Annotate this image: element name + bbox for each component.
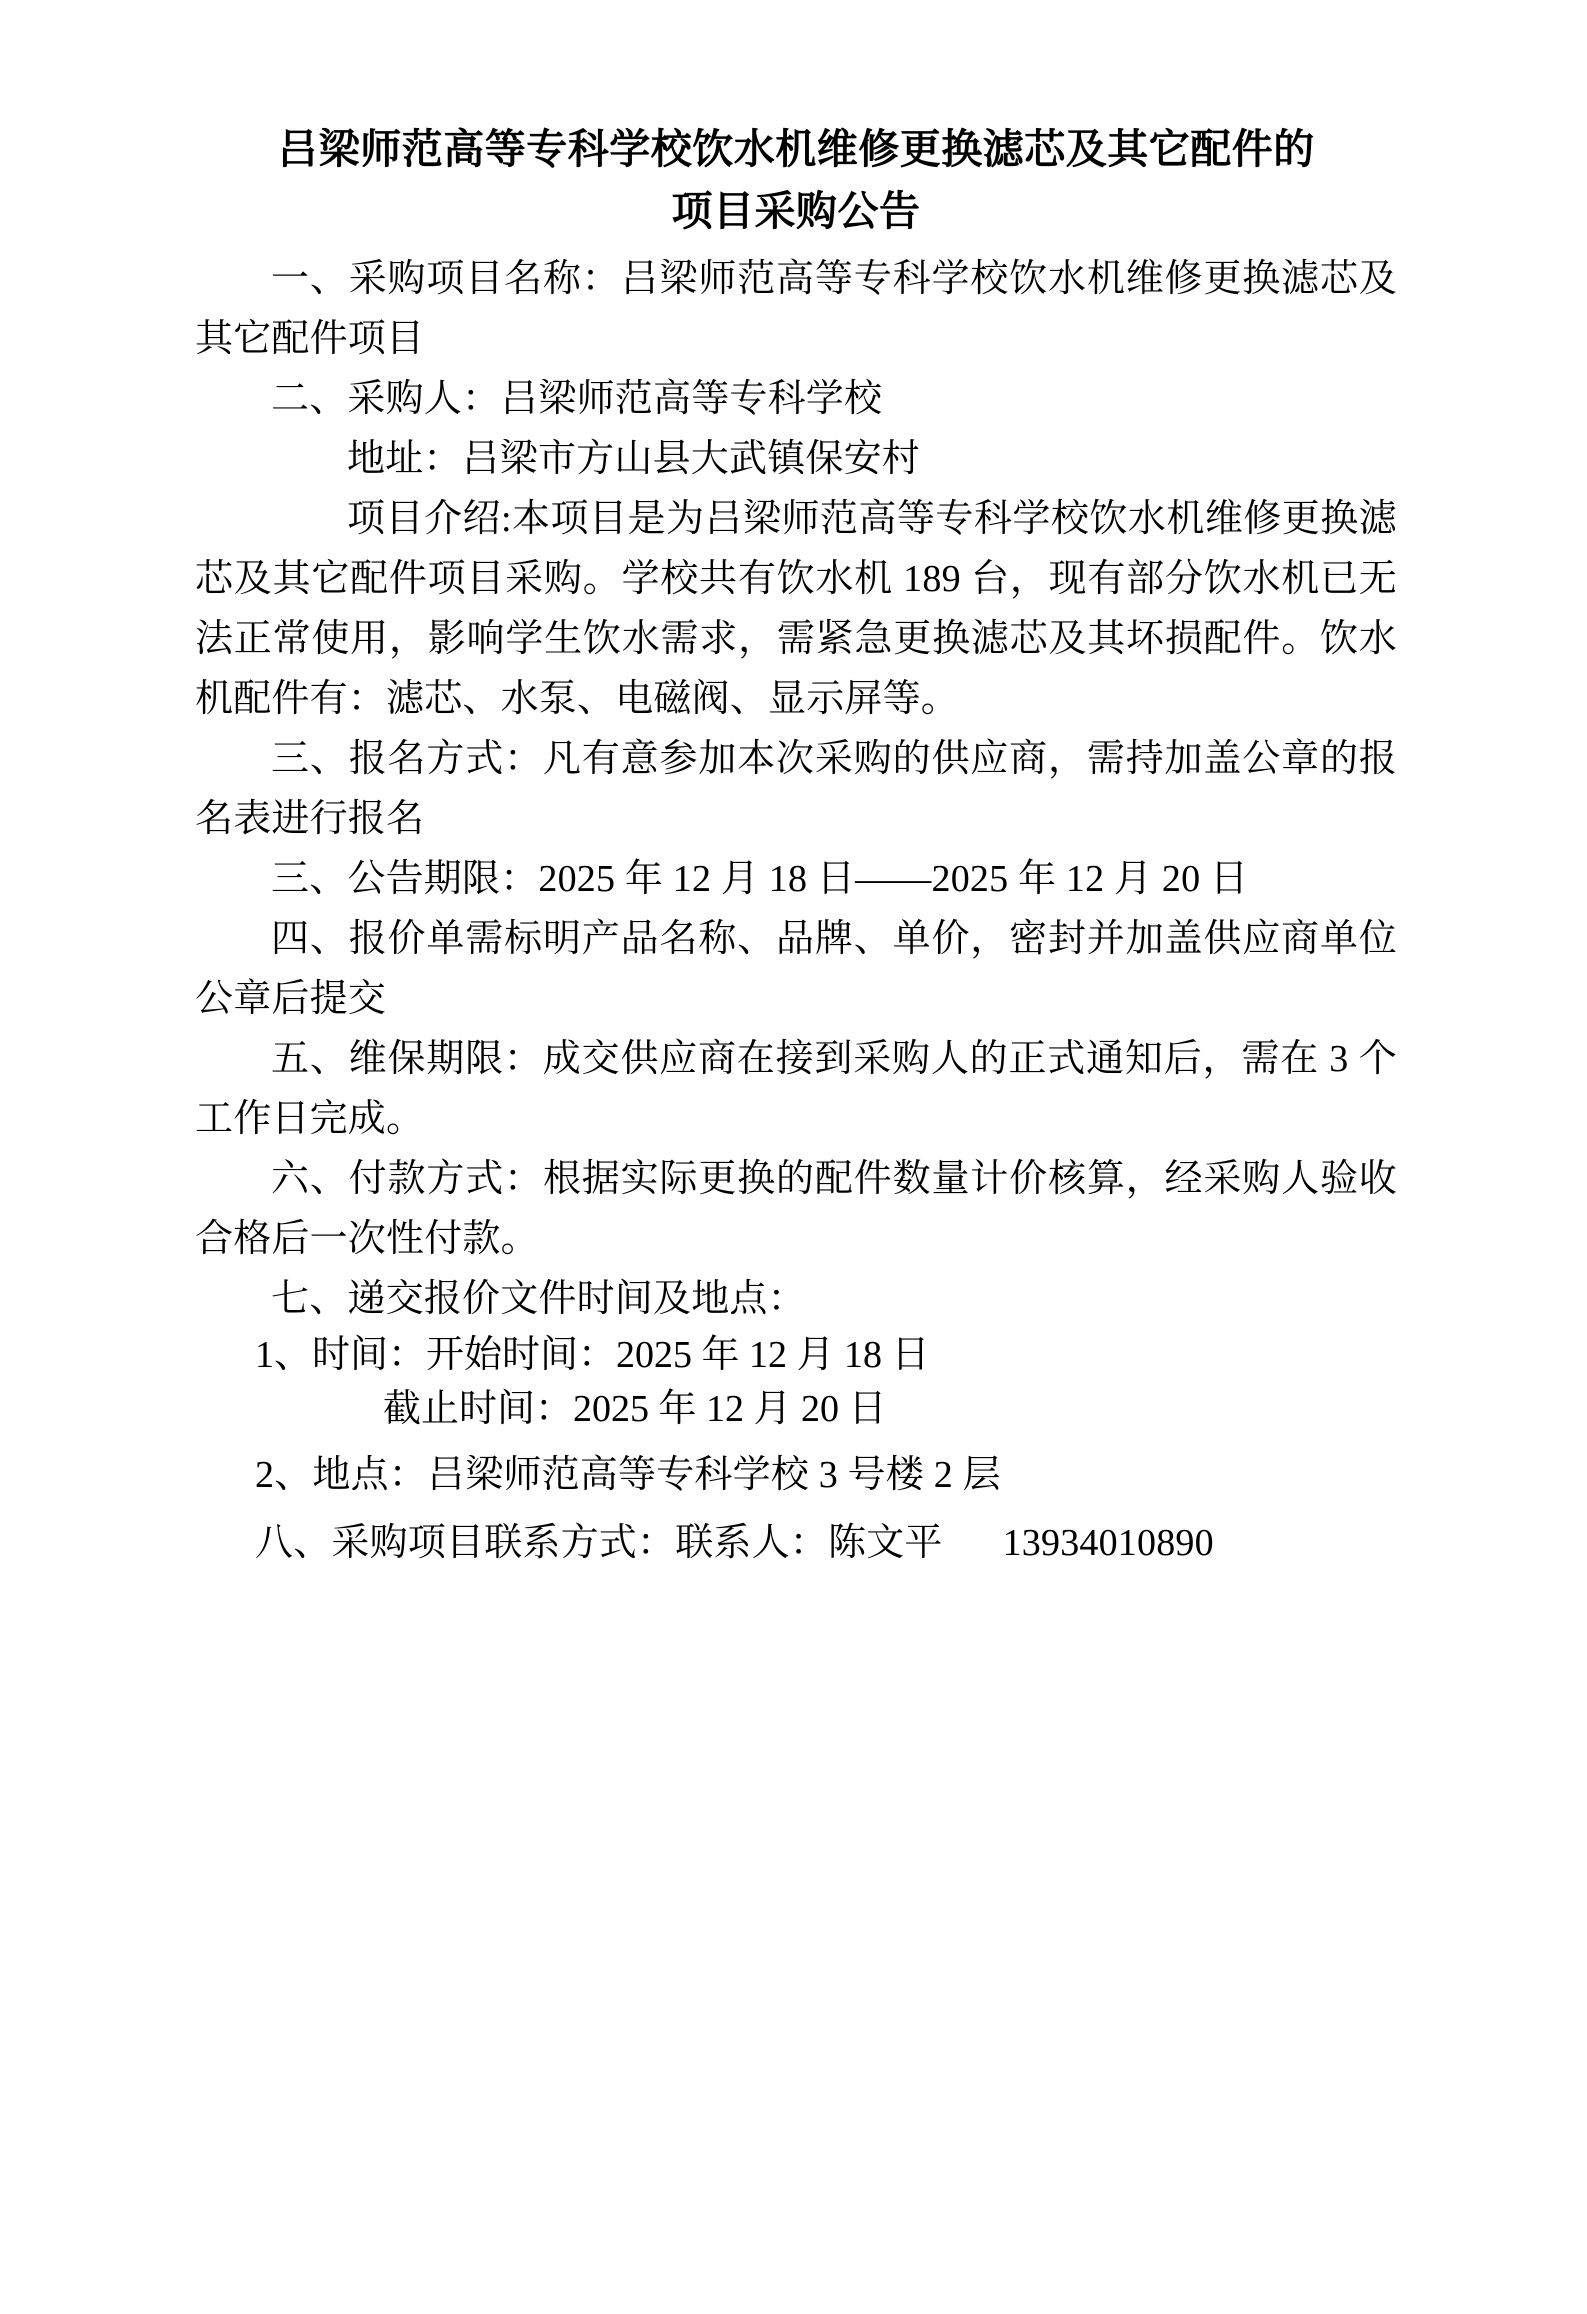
contact-info [195,1513,1397,1573]
section-announcement-period: 三、公告期限：2025 年 12 月 18 日——2025 年 12 月 20 日 [271,857,1249,900]
submission-start-time: 1、时间：开始时间：2025 年 12 月 18 日 [255,1334,930,1377]
section-purchaser: 二、采购人：吕梁师范高等专科学校 [271,377,883,420]
page-title [195,118,1397,243]
section-payment-method: 六、付款方式：根据实际更换的配件数量计价核算，经采购人验收合格后一次性付款。 [195,1158,1397,1261]
section-quotation-requirements: 四、报价单需标明产品名称、品牌、单价，密封并加盖供应商单位公章后提交 [195,917,1397,1020]
contact-person: 八、采购项目联系方式：联系人：陈文平 [255,1522,943,1565]
submission-location: 2、地点：吕梁师范高等专科学校 3 号楼 2 层 [255,1454,1001,1497]
contact-phone: 13934010890 [1002,1522,1214,1565]
section-address: 地址：吕梁市方山县大武镇保安村 [347,437,921,480]
page-title-line-2: 项目采购公告 [671,188,921,235]
section-warranty-period: 五、维保期限：成交供应商在接到采购人的正式通知后，需在 3 个工作日完成。 [195,1038,1397,1141]
section-project-name: 一、采购项目名称：吕梁师范高等专科学校饮水机维修更换滤芯及其它配件项目 [195,257,1397,360]
submission-end-time: 截止时间：2025 年 12 月 20 日 [383,1388,887,1431]
submission-details [195,1329,1397,1505]
section-registration-method: 三、报名方式：凡有意参加本次采购的供应商，需持加盖公章的报名表进行报名 [195,737,1397,840]
page-title-line-1: 吕梁师范高等专科学校饮水机维修更换滤芯及其它配件的 [277,126,1315,172]
section-submission-header: 七、递交报价文件时间及地点： [271,1278,806,1321]
section-project-intro: 项目介绍:本项目是为吕梁师范高等专科学校饮水机维修更换滤芯及其它配件项目采购。学校共有饮水机 189 台，现有部分饮水机已无法正常使用，影响学生饮水需求，需紧急更换滤芯及其坏损配件。饮水机配件有：滤芯、水泵、电磁阀、显示屏等。 [195,497,1397,720]
